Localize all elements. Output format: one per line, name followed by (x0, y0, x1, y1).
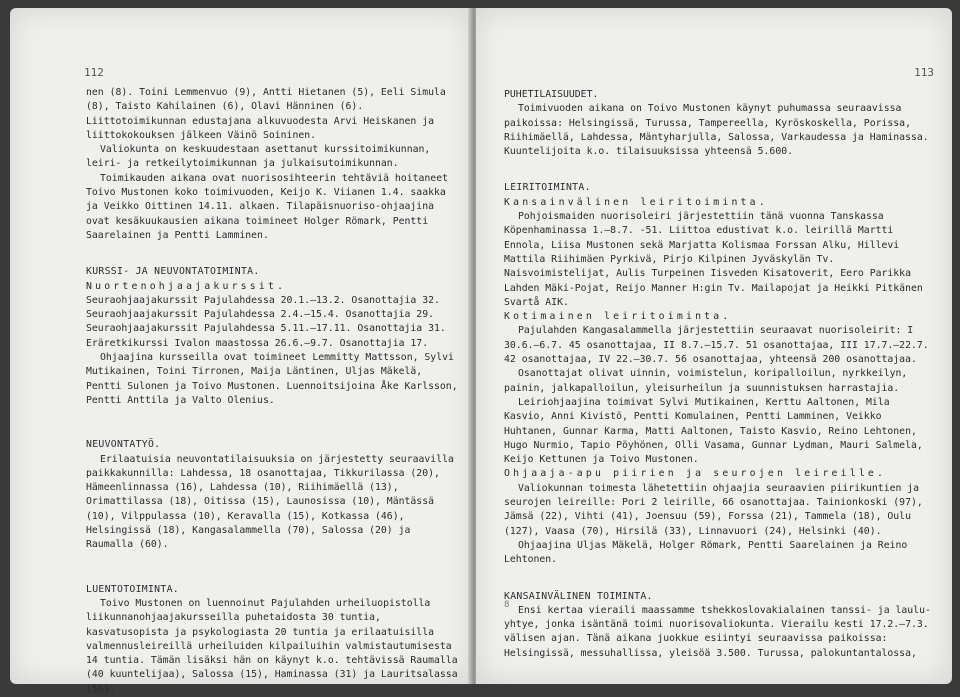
section-heading: LUENTOTOIMINTA. (86, 583, 179, 595)
paragraph: Valiokunta on keskuudestaan asettanut kurssitoimikunnan, leiri- ja retkeilytoimikunnan ja julkaisutoimikunnan. (86, 144, 431, 170)
section-heading: PUHETILAISUUDET. (504, 89, 599, 100)
paragraph: Toimikauden aikana ovat nuorisosihteerin tehtäviä hoitaneet Toivo Mustonen koko toimivuoden, Keijo K. Viianen 1.4. saakka ja Veikko Oittinen 14.11. alkaen. Tilapäisnuoriso-ohjaajina ovat kesäkuukausien aikana toimineet Holger Römark, Pentti Saarelainen ja Pentti Lamminen. (86, 172, 448, 241)
right-page (476, 8, 952, 684)
paragraph: Leiriohjaajina toimivat Sylvi Mutikainen, Kerttu Aaltonen, Mila Kasvio, Anni Kivistö, Pentti Komulainen, Pentti Lamminen, Veikko Huhtanen, Gunnar Karma, Matti Aaltonen, Taisto Kasvio, Reino Lehtonen, Hugo Nurmio, Tapio Pöyhönen, Olli Vasama, Gunnar Lydman, Mauri Salmela, Keijo Kettunen ja Toivo Mustonen. (504, 396, 923, 466)
course-line: Seuraohjaajakurssit Pajulahdessa 2.4.—15.4. Osanottajia 29. (86, 309, 434, 321)
course-line: Eräretkikurssi Ivalon maastossa 26.6.—9.7. Osanottajia 17. (86, 337, 429, 349)
course-line: Seuraohjaajakurssit Pajulahdessa 20.1.—13.2. Osanottajia 32. (86, 294, 440, 306)
paragraph: Toivo Mustonen on luennoinut Pajulahden urheiluopistolla liikunnanohjaajakursseilla puhetaidosta 30 tuntia, kasvatusopista ja psykologiasta 20 tuntia ja erilaatuisilla valmennusleireillä urheiluiden kilpailuihin valmistautumisesta 14 tuntia. Tämän lisäksi hän on käynyt k.o. tehtävissä Raumalla (40 kuuntelijaa), Salossa (15), Haminassa (31) ja Lauritsalassa (56). (86, 597, 458, 695)
paragraph: Pohjoismaiden nuorisoleiri järjestettiin tänä vuonna Tanskassa Köpenhaminassa 1.—8.7. -51. Liittoa edustivat k.o. leirillä Martti Ennola, Liisa Mustonen sekä Marjatta Kolismaa Forssan Alku, Hillevi Mattila Riihimäen Pyrkivä, Pirjo Kilpinen Jyväskylän Tv. Naisvoimistelijat, Aulis Turpeinen Iisveden Kisatoverit, Eero Parikka Lahden Mäki-Pojat, Reijo Manner H:gin Tv. Mailapojat ja Heikki Pitkänen Svartå AIK. (504, 211, 923, 308)
paragraph: nen (8). Toini Lemmenvuo (9), Antti Hietanen (5), Eeli Simula (8), Taisto Kahilainen (6), Olavi Hänninen (6). Liittotoimikunnan edustajana alkuvuodesta Arvi Heiskanen ja liittokokouksen jälkeen Väinö Soininen. (86, 87, 446, 141)
right-page-text (504, 88, 934, 661)
paragraph: Pajulahden Kangasalammella järjestettiin seuraavat nuorisoleirit: I 30.6.—6.7. 45 osanottajaa, II 8.7.—15.7. 51 osanottajaa, III 17.7.—22.7. 42 osanottajaa, IV 22.—30.7. 56 osanottajaa, yhteensä 200 osanottajaa. (504, 325, 929, 366)
page-number-left: 112 (84, 66, 104, 79)
section-heading: KURSSI- JA NEUVONTATOIMINTA. (86, 266, 260, 278)
paragraph: Ohjaajina kursseilla ovat toimineet Lemmitty Mattsson, Sylvi Mutikainen, Toini Tirronen, Maija Läntinen, Uljas Mäkelä, Pentti Sulonen ja Toivo Mustonen. Luennoitsijoina Åke Karlsson, Pentti Anttila ja Valto Olenius. (86, 352, 458, 406)
paragraph: Ensi kertaa vieraili maassamme tshekkoslovakialainen tanssi- ja laulu-yhtye, jonka isäntänä toimi nuorisovaliokunta. Vierailu kesti 17.2.—7.3. välisen ajan. Tänä aikana juokkue esiintyi seuraavissa paikoissa: Helsingissä, messuhallissa, yleisöä 3.500. Turussa, palokuntantalossa, (504, 604, 931, 659)
paragraph: Erilaatuisia neuvontatilaisuuksia on järjestetty seuraavilla paikkakunnilla: Lahdessa, 18 osanottajaa, Tikkurilassa (20), Hämeenlinnassa (16), Lahdessa (10), Riihimäellä (13), Orimattilassa (18), Oitissa (15), Launosissa (10), Mäntässä (10), Vilppulassa (10), Keravalla (15), Kotkassa (46), Helsingissä (18), Kangasalammella (70), Salossa (20) ja Raumalla (60). (86, 453, 454, 551)
section-heading: NEUVONTATYÖ. (86, 439, 161, 451)
subheading: Kansainvälinen leiritoiminta. (504, 196, 768, 208)
subheading: Nuortenohjaajakurssit. (86, 280, 287, 292)
paragraph: Ohjaajina Uljas Mäkelä, Holger Römark, Pentti Saarelainen ja Reino Lehtonen. (504, 539, 908, 566)
paragraph: Valiokunnan toimesta lähetettiin ohjaajia seuraavien piirikuntien ja seurojen leireille: Pori 2 leirille, 66 osanottajaa. Tainionkoski (97), Jämsä (22), Vihti (41), Joensuu (59), Forssa (21), Tammela (18), Oulu (127), Vaasa (70), Hirsilä (33), Linnavuori (24), Helsinki (40). (504, 482, 923, 537)
left-page (10, 8, 472, 695)
paragraph: Osanottajat olivat uinnin, voimistelun, koripalloilun, nyrkkeilyn, painin, jalkapalloilun, yleisurheilun ja suunnistuksen harrastajia. (504, 368, 908, 394)
paragraph: Toimivuoden aikana on Toivo Mustonen käynyt puhumassa seuraavissa paikoissa: Helsingissä, Turussa, Tampereella, Kyröskoskella, Porissa, Riihimäellä, Lahdessa, Mäntyharjulla, Salossa, Varkaudessa ja Haminassa. Kuuntelijoita k.o. tilaisuuksissa yhteensä 5.600. (504, 103, 929, 158)
page-number-right: 113 (914, 66, 934, 79)
section-heading: KANSAINVÄLINEN TOIMINTA. (504, 590, 653, 602)
left-page-text (86, 86, 458, 697)
course-line: Seuraohjaajakurssit Pajulahdessa 5.11.—17.11. Osanottajia 31. (86, 323, 446, 335)
section-heading: LEIRITOIMINTA. (504, 182, 591, 194)
subheading: Ohjaaja-apu piirien ja seurojen leireille. (504, 468, 887, 480)
page-mark: 8 (504, 600, 510, 610)
subheading: Kotimainen leiritoiminta. (504, 311, 732, 323)
